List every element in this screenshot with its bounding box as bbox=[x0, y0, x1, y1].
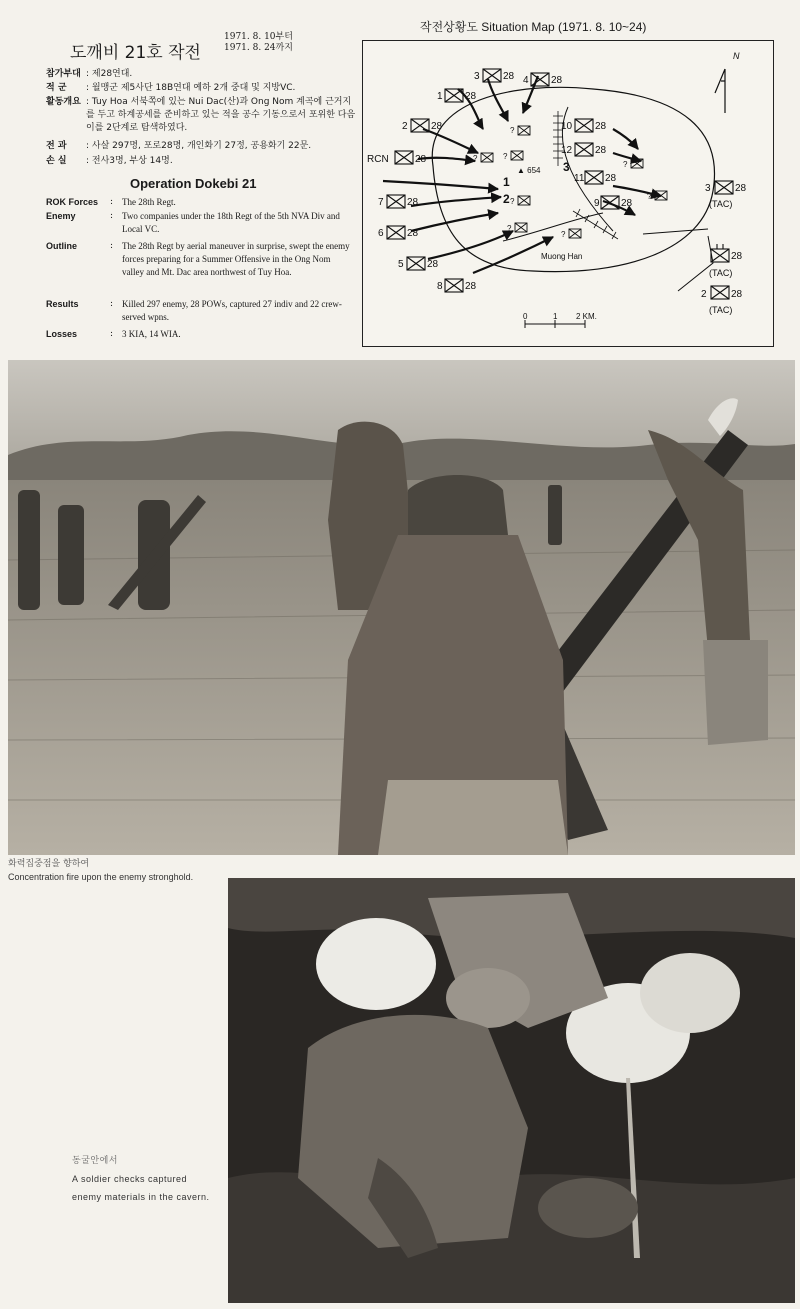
north-arrow bbox=[715, 69, 725, 113]
unit-number: 8 bbox=[437, 281, 443, 292]
place-label: Muong Han bbox=[541, 252, 583, 261]
phase-label: 1 bbox=[503, 175, 510, 189]
unit-number: 3 bbox=[705, 183, 711, 194]
en-value: Killed 297 enemy, 28 POWs, captured 27 indiv and 22 crew-served wpns. bbox=[122, 299, 342, 322]
kr-row-losses bbox=[46, 155, 356, 168]
korean-title: 도깨비 21호 작전 bbox=[70, 43, 201, 63]
arrow bbox=[613, 129, 638, 149]
kr-value: : 사살 297명, 포로28명, 개인화기 27정, 공용화기 22문. bbox=[86, 141, 312, 151]
route-line bbox=[678, 236, 713, 291]
arrow bbox=[411, 197, 501, 206]
unit-number: 4 bbox=[523, 75, 529, 86]
en-row-results bbox=[46, 298, 350, 324]
kr-row-enemy bbox=[46, 82, 356, 95]
arrow bbox=[423, 129, 478, 153]
unit-11 bbox=[585, 171, 603, 184]
unit-12 bbox=[575, 143, 593, 156]
photo-cavern-illustration bbox=[228, 878, 795, 1303]
en-label: Losses bbox=[46, 329, 78, 339]
en-label: Results bbox=[46, 299, 79, 309]
unit-number: 3 bbox=[474, 71, 480, 82]
en-row-outline bbox=[46, 240, 350, 279]
tac-label: (TAC) bbox=[709, 199, 733, 209]
enemy-mark: ? bbox=[510, 197, 515, 206]
caption-english: Concentration fire upon the enemy stronghold. bbox=[8, 872, 194, 882]
colon: : bbox=[110, 299, 114, 309]
kr-label: 손 실 bbox=[46, 156, 67, 166]
scale-label: 1 bbox=[553, 312, 558, 321]
caption-korean: 동굴안에서 bbox=[72, 1156, 118, 1166]
korean-dates bbox=[224, 32, 293, 54]
caption-english-line2: enemy materials in the cavern. bbox=[72, 1192, 210, 1202]
colon: : bbox=[110, 241, 114, 251]
unit-badge: 28 bbox=[465, 91, 477, 102]
north-label: N bbox=[733, 51, 740, 61]
tac-label: (TAC) bbox=[709, 268, 733, 278]
unit-badge: 28 bbox=[731, 251, 743, 262]
unit-1 bbox=[445, 89, 463, 102]
photo-mortar-illustration bbox=[8, 360, 795, 855]
enemy-mark: ? bbox=[473, 154, 478, 163]
caption-korean: 화력집중점을 향하여 bbox=[8, 859, 90, 869]
en-row-losses bbox=[46, 328, 350, 341]
unit-badge: 28 bbox=[503, 71, 515, 82]
unit-badge: 28 bbox=[621, 198, 633, 209]
enemy-mark: ? bbox=[647, 192, 652, 201]
photo1-caption bbox=[8, 858, 193, 884]
kr-label: 활동개요 bbox=[46, 97, 81, 107]
unit-number: 1 bbox=[437, 91, 443, 102]
kr-value: : 제28연대. bbox=[86, 69, 133, 79]
arrow bbox=[488, 79, 508, 121]
unit-2-tac bbox=[711, 286, 729, 299]
phase-label: 3 bbox=[563, 160, 570, 174]
photo2-caption bbox=[72, 1152, 210, 1206]
unit-rcn bbox=[395, 151, 413, 164]
unit-badge: 28 bbox=[731, 289, 743, 300]
arrow bbox=[428, 231, 513, 259]
situation-map bbox=[362, 40, 774, 347]
unit-number: 10 bbox=[561, 121, 573, 132]
unit-number: 2 bbox=[701, 289, 707, 300]
hill-label: ▲ 654 bbox=[517, 166, 541, 175]
caption-english-line1: A soldier checks captured bbox=[72, 1174, 188, 1184]
en-label: Outline bbox=[46, 241, 77, 251]
kr-label: 전 과 bbox=[46, 141, 67, 151]
date-from: 1971. 8. 10부터 bbox=[224, 32, 293, 42]
scale-bar bbox=[525, 320, 585, 328]
kr-row-outline bbox=[46, 96, 356, 135]
unit-number: 6 bbox=[378, 228, 384, 239]
unit-badge: 28 bbox=[407, 197, 419, 208]
unit-8 bbox=[445, 279, 463, 292]
operation-summary bbox=[0, 0, 360, 350]
unit-badge: 28 bbox=[465, 281, 477, 292]
en-value: 3 KIA, 14 WIA. bbox=[122, 329, 181, 339]
en-value: Two companies under the 18th Regt of the 5th NVA Div and Local VC. bbox=[122, 211, 340, 234]
map-drawing bbox=[363, 41, 773, 346]
unit-2 bbox=[411, 119, 429, 132]
colon: : bbox=[110, 211, 114, 221]
unit-number: 5 bbox=[398, 259, 404, 270]
en-value: The 28th Regt by aerial maneuver in surprise, swept the enemy forces preparing for a Summer Offensive in the Ong Nom valley and Mt. Dac area northwest of Tuy Hoa. bbox=[122, 241, 350, 277]
unit-number: 9 bbox=[594, 198, 600, 209]
tac-label: (TAC) bbox=[709, 305, 733, 315]
unit-number: 7 bbox=[378, 197, 384, 208]
en-row-forces bbox=[46, 196, 350, 209]
english-title: Operation Dokebi 21 bbox=[130, 176, 257, 191]
colon: : bbox=[110, 329, 114, 339]
unit-4 bbox=[531, 73, 549, 86]
unit-number: 2 bbox=[402, 121, 408, 132]
enemy-mark: ? bbox=[510, 126, 515, 135]
unit-badge: 28 bbox=[605, 173, 617, 184]
unit-badge: 28 bbox=[415, 154, 427, 165]
en-value: The 28th Regt. bbox=[122, 197, 176, 207]
kr-row-forces bbox=[46, 68, 356, 81]
map-title: 작전상황도 Situation Map (1971. 8. 10~24) bbox=[420, 20, 647, 34]
phase-label: 2 bbox=[503, 192, 510, 206]
hatch-line bbox=[553, 111, 563, 166]
enemy-mark: ? bbox=[503, 152, 508, 161]
en-label: ROK Forces bbox=[46, 197, 99, 207]
unit-9 bbox=[601, 196, 619, 209]
unit-number: 11 bbox=[574, 173, 585, 184]
unit-badge: 28 bbox=[427, 259, 439, 270]
mortar-crew-photo bbox=[8, 360, 795, 855]
unit-badge: 28 bbox=[551, 75, 563, 86]
kr-label: 적 군 bbox=[46, 83, 67, 93]
unit-badge: 28 bbox=[595, 121, 607, 132]
unit-badge: 28 bbox=[407, 228, 419, 239]
hatch-line-2 bbox=[573, 209, 618, 239]
unit-7 bbox=[387, 195, 405, 208]
arrow bbox=[411, 213, 498, 231]
arrow bbox=[613, 186, 661, 196]
colon: : bbox=[110, 197, 114, 207]
unit-badge: 28 bbox=[431, 121, 443, 132]
unit-tac bbox=[711, 244, 729, 262]
kr-label: 참가부대 bbox=[46, 69, 81, 79]
kr-row-results bbox=[46, 140, 356, 153]
unit-3 bbox=[483, 69, 501, 82]
unit-10 bbox=[575, 119, 593, 132]
en-row-enemy bbox=[46, 210, 350, 236]
scale-label: 0 bbox=[523, 312, 528, 321]
enemy-mark: ? bbox=[561, 230, 566, 239]
unit-6 bbox=[387, 226, 405, 239]
unit-badge: 28 bbox=[735, 183, 747, 194]
unit-number: 12 bbox=[561, 145, 573, 156]
cavern-photo bbox=[228, 878, 795, 1303]
route-line bbox=[643, 229, 708, 234]
enemy-mark: ? bbox=[507, 224, 512, 233]
unit-3-tac bbox=[715, 181, 733, 194]
unit-badge: 28 bbox=[595, 145, 607, 156]
unit-5 bbox=[407, 257, 425, 270]
en-label: Enemy bbox=[46, 211, 76, 221]
rcn-label: RCN bbox=[367, 154, 389, 165]
scale-label: 2 KM. bbox=[576, 312, 597, 321]
date-to: 1971. 8. 24까지 bbox=[224, 43, 293, 53]
kr-value: : 월맹군 제5사단 18B연대 예하 2개 중대 및 지방VC. bbox=[86, 83, 296, 93]
unit-labels bbox=[367, 71, 747, 315]
enemy-mark: ? bbox=[623, 160, 628, 169]
arrow bbox=[418, 158, 475, 161]
kr-value: : 전사3명, 부상 14명. bbox=[86, 156, 173, 166]
arrow bbox=[383, 181, 498, 189]
kr-value: : Tuy Hoa 서북쪽에 있는 Nui Dac(산)과 Ong Nom 계곡에 근거지를 두고 하계공세를 준비하고 있는 적을 공수 기동으로서 포위한 다음 이를 2단계로 탐색하였다. bbox=[86, 97, 356, 133]
